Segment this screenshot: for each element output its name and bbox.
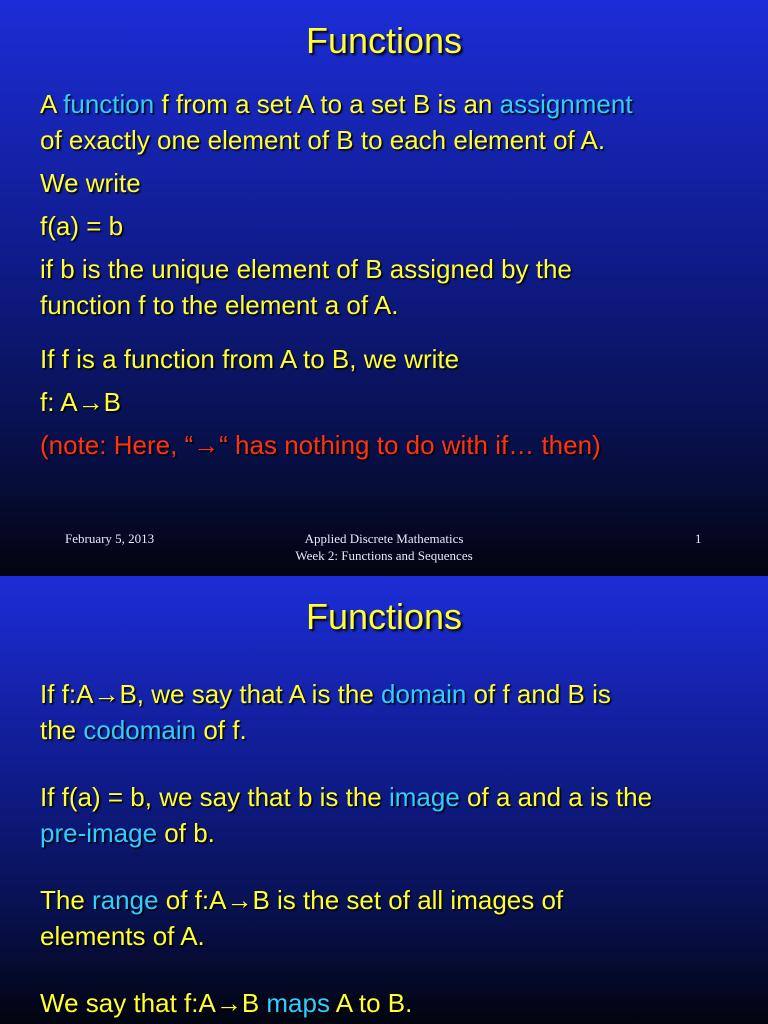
function-notation: f: A→B (40, 387, 121, 417)
text-span: of a and a is the (459, 782, 653, 812)
keyword-domain: domain (381, 679, 467, 709)
unique-element-paragraph (40, 251, 748, 323)
text-span: function f to the element a of A. (40, 290, 399, 320)
text-span: of b. (157, 818, 215, 848)
footer-course-name: Applied Discrete Mathematics (304, 531, 464, 546)
we-write-line: We write (40, 168, 141, 198)
text-span: of f. (196, 715, 247, 745)
slide-1-body (40, 86, 748, 463)
footer-course (0, 530, 768, 564)
text-span: We say that f:A→B (40, 988, 267, 1018)
keyword-assignment: assignment (499, 89, 633, 119)
keyword-function: function (63, 89, 155, 119)
slide-2-title: Functions (305, 596, 463, 637)
slide-1-title: Functions (305, 20, 463, 61)
keyword-codomain: codomain (83, 715, 197, 745)
slide-2-body (40, 676, 748, 1021)
text-span: If f:A→B, we say that A is the (40, 679, 382, 709)
text-span: of exactly one element of B to each element of A. (40, 125, 606, 155)
text-span: of f:A→B is the set of all images of (158, 885, 564, 915)
footer-course-week: Week 2: Functions and Sequences (295, 548, 473, 563)
slide-2 (0, 576, 768, 1024)
text-span: if b is the unique element of B assigned by the (40, 254, 572, 284)
range-paragraph (40, 882, 748, 954)
footer-page-number: 1 (695, 531, 702, 546)
text-span: A to B. (329, 988, 413, 1018)
note-line: (note: Here, “→“ has nothing to do with if… then) (40, 430, 601, 460)
image-paragraph (40, 779, 748, 851)
function-notation-intro: If f is a function from A to B, we write (40, 344, 460, 374)
keyword-range: range (92, 885, 159, 915)
text-span: f from a set A to a set B is an (154, 89, 500, 119)
keyword-image: image (389, 782, 460, 812)
domain-paragraph (40, 676, 748, 748)
footer-date: February 5, 2013 (65, 531, 155, 546)
function-definition (40, 86, 748, 158)
text-span: elements of A. (40, 921, 205, 951)
keyword-maps: maps (266, 988, 330, 1018)
text-span: The (40, 885, 93, 915)
maps-paragraph (40, 985, 748, 1021)
text-span: the (40, 715, 84, 745)
formula-line: f(a) = b (40, 211, 124, 241)
keyword-pre-image: pre-image (40, 818, 158, 848)
text-span: of f and B is (466, 679, 611, 709)
text-span: A (40, 89, 64, 119)
text-span: If f(a) = b, we say that b is the (40, 782, 389, 812)
